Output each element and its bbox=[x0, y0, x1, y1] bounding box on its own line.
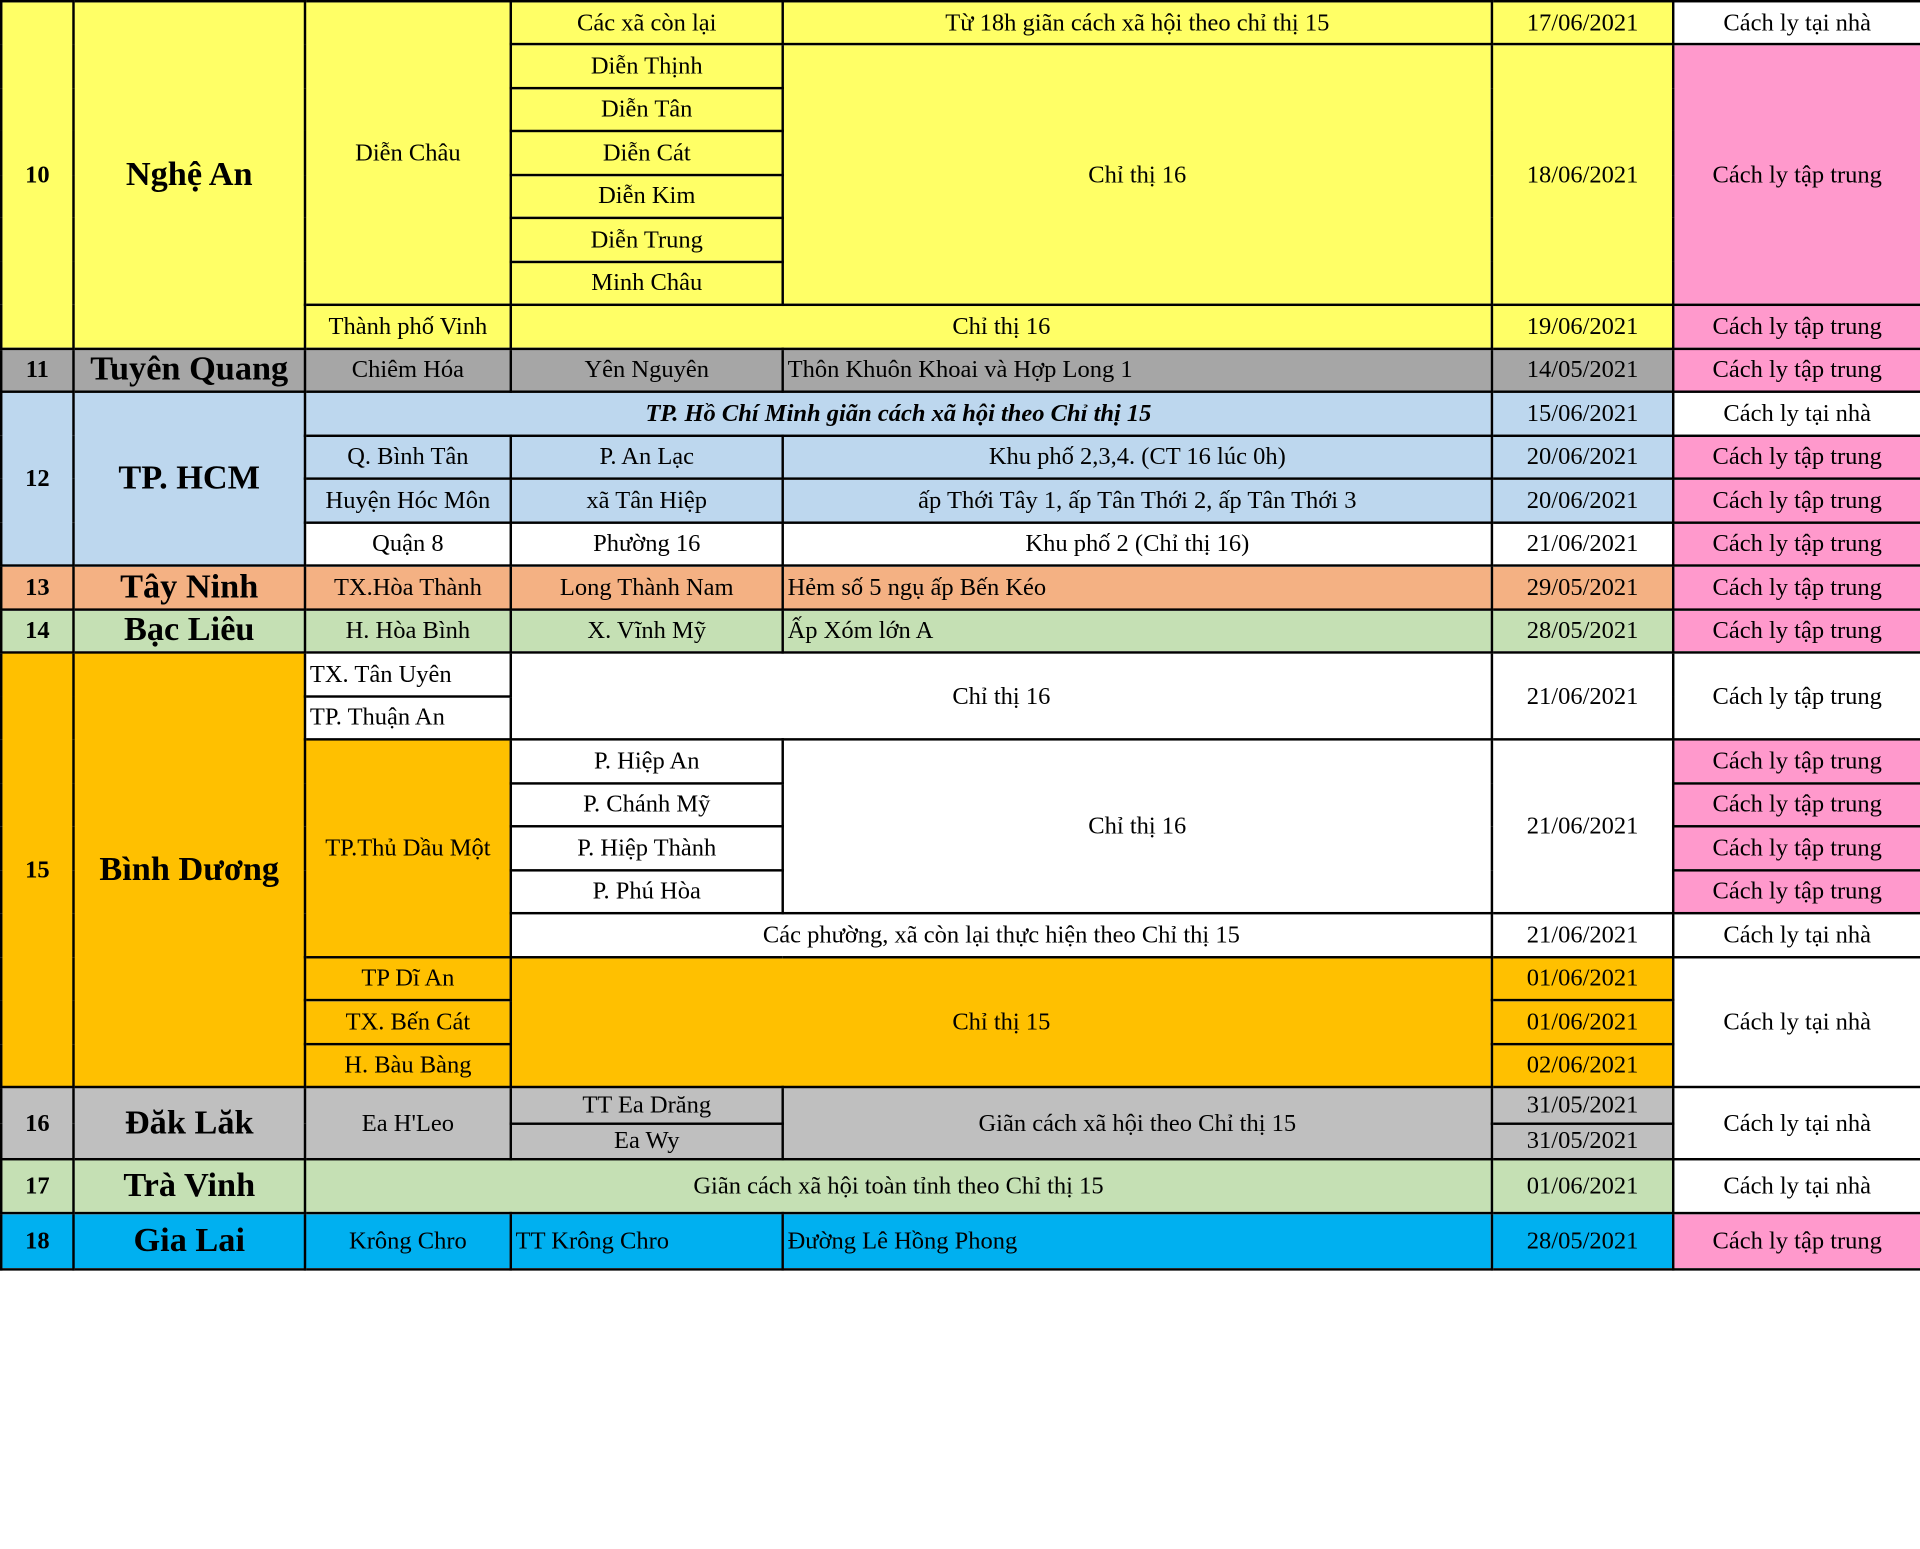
province-name: Bình Dương bbox=[73, 652, 305, 1087]
measure-cell: Cách ly tại nhà bbox=[1673, 392, 1920, 435]
measure-cell: Cách ly tại nhà bbox=[1673, 1, 1920, 44]
commune-name: Diễn Trung bbox=[511, 218, 783, 261]
measure-cell: Cách ly tại nhà bbox=[1673, 913, 1920, 956]
measure-cell: Cách ly tập trung bbox=[1673, 348, 1920, 391]
date-cell: 01/06/2021 bbox=[1492, 957, 1673, 1000]
row-number: 16 bbox=[1, 1087, 73, 1159]
district-name: Diễn Châu bbox=[305, 1, 511, 305]
area-description: Chỉ thị 15 bbox=[511, 957, 1492, 1087]
row-number: 14 bbox=[1, 609, 73, 652]
area-description: Chỉ thị 16 bbox=[783, 739, 1492, 913]
area-description: Đường Lê Hồng Phong bbox=[783, 1213, 1492, 1269]
measure-cell: Cách ly tại nhà bbox=[1673, 1159, 1920, 1213]
area-description: TP. Hồ Chí Minh giãn cách xã hội theo Chỉ thị 15 bbox=[305, 392, 1492, 435]
province-name: Trà Vinh bbox=[73, 1159, 305, 1213]
table-row bbox=[1, 348, 1920, 391]
commune-name: Ea Wy bbox=[511, 1123, 783, 1159]
commune-name: P. Chánh Mỹ bbox=[511, 783, 783, 826]
date-cell: 21/06/2021 bbox=[1492, 652, 1673, 739]
date-cell: 15/06/2021 bbox=[1492, 392, 1673, 435]
district-name: Ea H'Leo bbox=[305, 1087, 511, 1159]
row-number: 12 bbox=[1, 392, 73, 566]
date-cell: 21/06/2021 bbox=[1492, 913, 1673, 956]
area-description: Từ 18h giãn cách xã hội theo chỉ thị 15 bbox=[783, 1, 1492, 44]
area-description: ấp Thới Tây 1, ấp Tân Thới 2, ấp Tân Thới 3 bbox=[783, 479, 1492, 522]
measure-cell: Cách ly tập trung bbox=[1673, 305, 1920, 348]
measure-cell: Cách ly tại nhà bbox=[1673, 1087, 1920, 1159]
date-cell: 01/06/2021 bbox=[1492, 1000, 1673, 1043]
province-name: Tuyên Quang bbox=[73, 348, 305, 391]
date-cell: 17/06/2021 bbox=[1492, 1, 1673, 44]
district-name: TX.Hòa Thành bbox=[305, 566, 511, 609]
row-number: 10 bbox=[1, 1, 73, 348]
measure-cell: Cách ly tập trung bbox=[1673, 566, 1920, 609]
measure-cell: Cách ly tập trung bbox=[1673, 1213, 1920, 1269]
area-description: Giãn cách xã hội theo Chỉ thị 15 bbox=[783, 1087, 1492, 1159]
area-description: Thôn Khuôn Khoai và Hợp Long 1 bbox=[783, 348, 1492, 391]
district-name: TP Dĩ An bbox=[305, 957, 511, 1000]
commune-name: Diễn Tân bbox=[511, 88, 783, 131]
commune-name: Diễn Cát bbox=[511, 131, 783, 174]
commune-name: X. Vĩnh Mỹ bbox=[511, 609, 783, 652]
date-cell: 31/05/2021 bbox=[1492, 1123, 1673, 1159]
measure-cell: Cách ly tập trung bbox=[1673, 652, 1920, 739]
area-description: Các phường, xã còn lại thực hiện theo Chỉ thị 15 bbox=[511, 913, 1492, 956]
district-name: Thành phố Vinh bbox=[305, 305, 511, 348]
date-cell: 29/05/2021 bbox=[1492, 566, 1673, 609]
area-description: Chỉ thị 16 bbox=[511, 305, 1492, 348]
measure-cell: Cách ly tập trung bbox=[1673, 44, 1920, 305]
date-cell: 28/05/2021 bbox=[1492, 609, 1673, 652]
area-description: Giãn cách xã hội toàn tỉnh theo Chỉ thị 15 bbox=[305, 1159, 1492, 1213]
table-row bbox=[1, 392, 1920, 435]
row-number: 18 bbox=[1, 1213, 73, 1269]
province-name: Bạc Liêu bbox=[73, 609, 305, 652]
commune-name: P. An Lạc bbox=[511, 435, 783, 478]
commune-name: Diễn Thịnh bbox=[511, 44, 783, 87]
measure-cell: Cách ly tập trung bbox=[1673, 783, 1920, 826]
area-description: Khu phố 2,3,4. (CT 16 lúc 0h) bbox=[783, 435, 1492, 478]
table-row bbox=[1, 1, 1920, 44]
date-cell: 01/06/2021 bbox=[1492, 1159, 1673, 1213]
district-name: Huyện Hóc Môn bbox=[305, 479, 511, 522]
measure-cell: Cách ly tập trung bbox=[1673, 435, 1920, 478]
table-row bbox=[1, 566, 1920, 609]
district-name: H. Hòa Bình bbox=[305, 609, 511, 652]
table-row bbox=[1, 1087, 1920, 1123]
district-name: TX. Bến Cát bbox=[305, 1000, 511, 1043]
date-cell: 02/06/2021 bbox=[1492, 1044, 1673, 1087]
district-name: Q. Bình Tân bbox=[305, 435, 511, 478]
province-name: TP. HCM bbox=[73, 392, 305, 566]
measure-cell: Cách ly tập trung bbox=[1673, 609, 1920, 652]
province-name: Tây Ninh bbox=[73, 566, 305, 609]
commune-name: Phường 16 bbox=[511, 522, 783, 565]
commune-name: P. Hiệp An bbox=[511, 739, 783, 782]
commune-name: TT Krông Chro bbox=[511, 1213, 783, 1269]
table-row bbox=[1, 609, 1920, 652]
commune-name: Diễn Kim bbox=[511, 174, 783, 217]
province-name: Đăk Lăk bbox=[73, 1087, 305, 1159]
commune-name: P. Hiệp Thành bbox=[511, 826, 783, 869]
date-cell: 20/06/2021 bbox=[1492, 479, 1673, 522]
table-row bbox=[1, 1159, 1920, 1213]
measure-cell: Cách ly tập trung bbox=[1673, 870, 1920, 913]
area-description: Khu phố 2 (Chỉ thị 16) bbox=[783, 522, 1492, 565]
date-cell: 18/06/2021 bbox=[1492, 44, 1673, 305]
area-description: Hẻm số 5 ngụ ấp Bến Kéo bbox=[783, 566, 1492, 609]
district-name: Chiêm Hóa bbox=[305, 348, 511, 391]
commune-name: Các xã còn lại bbox=[511, 1, 783, 44]
district-name: Krông Chro bbox=[305, 1213, 511, 1269]
district-name: Quận 8 bbox=[305, 522, 511, 565]
measure-cell: Cách ly tập trung bbox=[1673, 739, 1920, 782]
area-description: Ấp Xóm lớn A bbox=[783, 609, 1492, 652]
date-cell: 19/06/2021 bbox=[1492, 305, 1673, 348]
date-cell: 31/05/2021 bbox=[1492, 1087, 1673, 1123]
commune-name: P. Phú Hòa bbox=[511, 870, 783, 913]
commune-name: Long Thành Nam bbox=[511, 566, 783, 609]
measure-cell: Cách ly tập trung bbox=[1673, 522, 1920, 565]
table-row bbox=[1, 652, 1920, 695]
province-name: Gia Lai bbox=[73, 1213, 305, 1269]
commune-name: xã Tân Hiệp bbox=[511, 479, 783, 522]
row-number: 11 bbox=[1, 348, 73, 391]
district-name: H. Bàu Bàng bbox=[305, 1044, 511, 1087]
row-number: 13 bbox=[1, 566, 73, 609]
date-cell: 28/05/2021 bbox=[1492, 1213, 1673, 1269]
measure-cell: Cách ly tập trung bbox=[1673, 826, 1920, 869]
date-cell: 21/06/2021 bbox=[1492, 522, 1673, 565]
area-description: Chỉ thị 16 bbox=[511, 652, 1492, 739]
district-name: TP.Thủ Dầu Một bbox=[305, 739, 511, 956]
date-cell: 14/05/2021 bbox=[1492, 348, 1673, 391]
table-row bbox=[1, 1213, 1920, 1269]
province-name: Nghệ An bbox=[73, 1, 305, 348]
district-name: TX. Tân Uyên bbox=[305, 652, 511, 695]
date-cell: 20/06/2021 bbox=[1492, 435, 1673, 478]
row-number: 17 bbox=[1, 1159, 73, 1213]
measure-cell: Cách ly tại nhà bbox=[1673, 957, 1920, 1087]
commune-name: Minh Châu bbox=[511, 261, 783, 304]
date-cell: 21/06/2021 bbox=[1492, 739, 1673, 913]
commune-name: TT Ea Drăng bbox=[511, 1087, 783, 1123]
measure-cell: Cách ly tập trung bbox=[1673, 479, 1920, 522]
row-number: 15 bbox=[1, 652, 73, 1087]
area-description: Chỉ thị 16 bbox=[783, 44, 1492, 305]
commune-name: Yên Nguyên bbox=[511, 348, 783, 391]
district-name: TP. Thuận An bbox=[305, 696, 511, 739]
